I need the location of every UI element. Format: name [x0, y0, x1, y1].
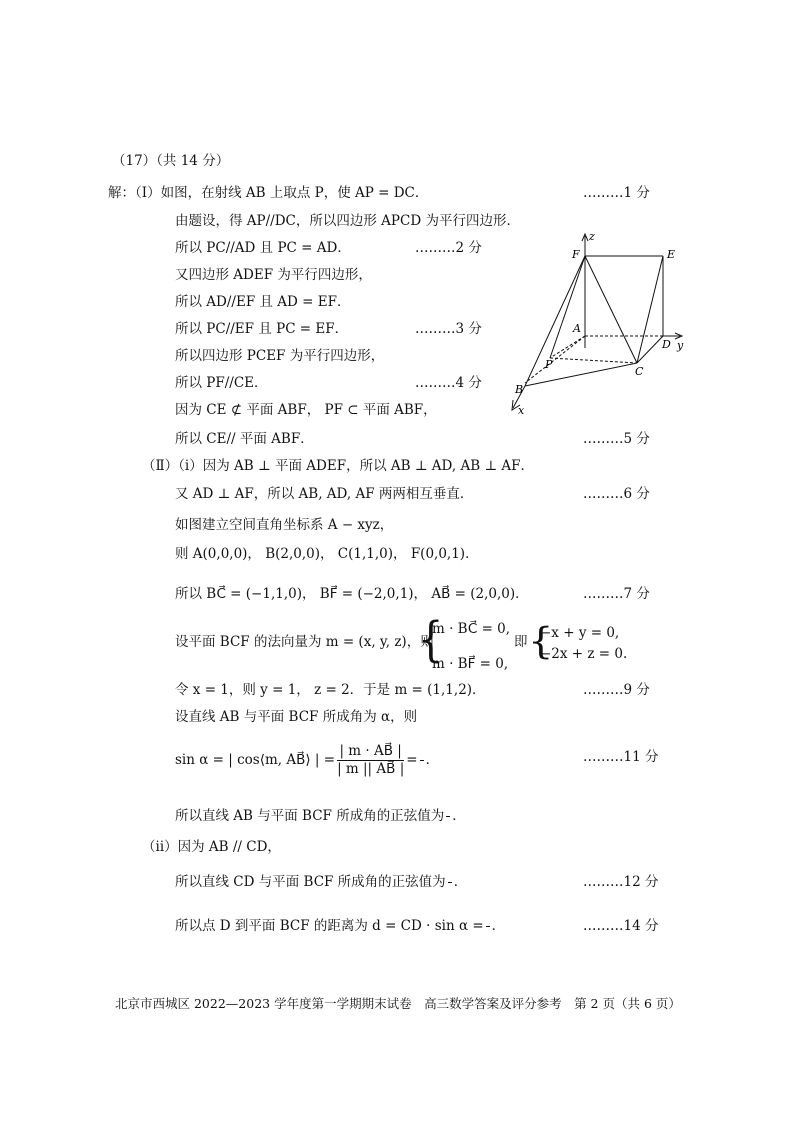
solution-line-21: （ⅱ）因为 AB // CD，	[142, 839, 281, 855]
solution-line-16: 设平面 BCF 的法向量为 m = (x, y, z)，则	[175, 634, 434, 650]
sqrt6-over-6	[420, 760, 424, 761]
solution-line-20: 所以直线 AB 与平面 BCF 所成角的正弦值为 ．	[175, 808, 466, 824]
solution-line-23: 所以点 D 到平面 BCF 的距离为 d = CD · sin α = ．	[175, 918, 506, 934]
equals-sign: =	[406, 752, 418, 768]
label-x: x	[518, 404, 525, 417]
solution-line-18: 设直线 AB 与平面 BCF 所成角为 α，则	[175, 709, 418, 725]
score-11: ………11 分	[583, 749, 659, 765]
label-D: D	[662, 338, 671, 351]
solution-line-10: 所以 CE// 平面 ABF．	[175, 431, 314, 447]
sin-alpha-lhs: sin α = | cos⟨m, AB⃗⟩ | =	[175, 752, 336, 768]
solution-line-8: 所以 PF//CE．	[175, 375, 268, 391]
solution-line-13: 如图建立空间直角坐标系 A − xyz，	[175, 517, 394, 533]
score-3: ………3 分	[415, 321, 482, 337]
score-4: ………4 分	[415, 375, 482, 391]
fraction-numerator: | m · AB⃗ |	[337, 743, 404, 761]
score-12: ………12 分	[583, 874, 659, 890]
sin-alpha-formula: sin α = | cos⟨m, AB⃗⟩ | = $\frac{| m \cdot AB⃗ |}{| m || AB⃗ |}$ = ．	[175, 742, 440, 777]
geometry-figure	[505, 228, 705, 423]
solution-line-17: 令 x = 1，则 y = 1， z = 2．于是 m = (1,1,2)．	[175, 682, 486, 698]
label-y: y	[677, 339, 684, 352]
score-7: ………7 分	[583, 586, 650, 602]
problem-header: （17）（共 14 分）	[112, 153, 230, 169]
system-eq-1: m · BC⃗ = 0,	[432, 621, 511, 637]
solution-line-12: 又 AD ⊥ AF，所以 AB, AD, AF 两两相互垂直．	[175, 486, 474, 502]
score-5: ………5 分	[583, 431, 650, 447]
system-eq-2: m · BF⃗ = 0,	[432, 656, 509, 672]
label-E: E	[667, 248, 676, 261]
label-F: F	[572, 248, 580, 261]
system-eq-3: −x + y = 0,	[540, 625, 620, 641]
solution-line-1: 解：（Ⅰ）如图，在射线 AB 上取点 P，使 AP = DC．	[108, 185, 429, 201]
left-brace-2: {	[528, 621, 554, 663]
solution-line-3: 所以 PC//AD 且 PC = AD．	[175, 240, 351, 256]
score-2: ………2 分	[415, 240, 482, 256]
solution-line-4: 又四边形 ADEF 为平行四边形，	[175, 267, 372, 283]
score-6: ………6 分	[583, 486, 650, 502]
label-P: P	[545, 358, 553, 371]
page-footer: 北京市西城区 2022—2023 学年度第一学期期末试卷 高三数学答案及评分参考 第 2 页（共 6 页）	[115, 996, 681, 1011]
solution-line-22: 所以直线 CD 与平面 BCF 所成角的正弦值为 ．	[175, 874, 468, 890]
score-14: ………14 分	[583, 918, 659, 934]
system-eq-4: −2x + z = 0.	[540, 646, 628, 662]
label-A: A	[573, 322, 581, 335]
solution-line-9: 因为 CE ⊄ 平面 ABF， PF ⊂ 平面 ABF，	[175, 402, 437, 418]
label-B: B	[515, 383, 524, 396]
label-z: z	[589, 230, 595, 243]
solution-line-2: 由题设，得 AP//DC，所以四边形 APCD 为平行四边形．	[175, 213, 520, 229]
fraction-denominator: | m || AB⃗ |	[337, 760, 405, 777]
sqrt6-over-6	[486, 926, 490, 927]
solution-line-11: （Ⅱ）（ⅰ）因为 AB ⊥ 平面 ADEF，所以 AB ⊥ AD, AB ⊥ AF．	[142, 458, 535, 474]
score-1: ………1 分	[583, 185, 650, 201]
sin-alpha-fraction	[337, 743, 404, 778]
sqrt6-over-6	[446, 816, 450, 817]
sqrt6-over-6	[448, 882, 452, 883]
solution-line-15: 所以 BC⃗ = (−1,1,0)， BF⃗ = (−2,0,1)， AB⃗ = (2,0,0)．	[175, 586, 529, 602]
solution-line-5: 所以 AD//EF 且 AD = EF．	[175, 294, 351, 310]
system-ji: 即	[514, 634, 528, 650]
solution-line-7: 所以四边形 PCEF 为平行四边形，	[175, 348, 385, 364]
left-brace-1: {	[418, 612, 444, 668]
solution-line-14: 则 A(0,0,0)， B(2,0,0)， C(1,1,0)， F(0,0,1)．	[175, 546, 479, 562]
solution-line-6: 所以 PC//EF 且 PC = EF．	[175, 321, 349, 337]
score-9: ………9 分	[583, 682, 650, 698]
label-C: C	[635, 365, 644, 378]
